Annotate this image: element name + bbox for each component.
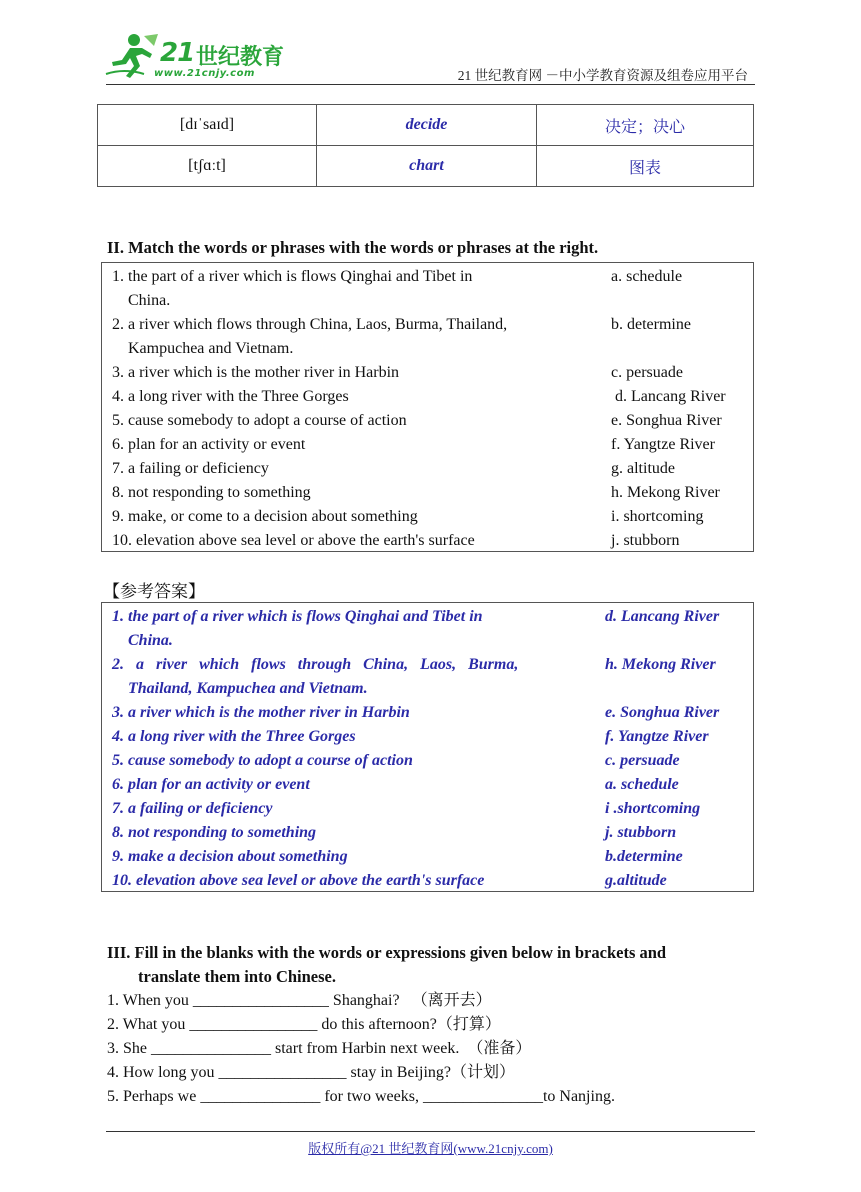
section-3 [107, 941, 757, 989]
item-text: 10. elevation above sea level or above the earth's surface [112, 532, 475, 549]
item-text-cont: Kampuchea and Vietnam. [128, 340, 294, 357]
item-answer: j. stubborn [605, 824, 677, 841]
page-header [0, 0, 861, 90]
meaning-cell: 图表 [537, 146, 754, 187]
list-item [102, 773, 753, 797]
item-text: 9. make a decision about something [112, 848, 348, 865]
item-text: 4. a long river with the Three Gorges [112, 728, 356, 745]
footer-divider [106, 1131, 755, 1132]
item-option: j. stubborn [611, 532, 680, 549]
vocab-table [97, 104, 754, 187]
item-option: d. Lancang River [611, 388, 726, 405]
item-option: e. Songhua River [611, 412, 722, 429]
fill-item: 4. How long you ________________ stay in Beijing?（计划） [107, 1064, 515, 1081]
list-item [102, 433, 753, 457]
item-text: 1. the part of a river which is flows Qinghai and Tibet in [112, 608, 483, 625]
item-text-cont: Thailand, Kampuchea and Vietnam. [128, 680, 368, 697]
footer-copyright-link[interactable]: 版权所有@21 世纪教育网(www.21cnjy.com) [308, 1141, 553, 1156]
item-option: h. Mekong River [611, 484, 720, 501]
answer-box [101, 602, 754, 892]
list-item [102, 265, 753, 313]
logo-url: www.21cnjy.com [154, 68, 255, 79]
item-answer: g.altitude [605, 872, 667, 889]
item-text: 6. plan for an activity or event [112, 436, 306, 453]
fill-item: 2. What you ________________ do this afternoon?（打算） [107, 1016, 501, 1033]
item-text: 6. plan for an activity or event [112, 776, 310, 793]
list-item [102, 797, 753, 821]
header-tagline: 21 世纪教育网 －中小学教育资源及组卷应用平台 [457, 68, 748, 83]
list-item [102, 701, 753, 725]
list-item [102, 505, 753, 529]
list-item [102, 749, 753, 773]
list-item [102, 821, 753, 845]
item-answer: a. schedule [605, 776, 679, 793]
table-row [98, 105, 754, 146]
list-item [102, 725, 753, 749]
item-text: 7. a failing or deficiency [112, 800, 273, 817]
list-item [102, 845, 753, 869]
list-item [102, 409, 753, 433]
table-row [98, 146, 754, 187]
item-text: 2. a river which flows through China, Laos, Burma, Thailand, [112, 316, 508, 333]
item-text: 7. a failing or deficiency [112, 460, 269, 477]
item-option: b. determine [611, 316, 691, 333]
item-text: 8. not responding to something [112, 484, 311, 501]
fill-item: 1. When you _________________ Shanghai? （离开去） [107, 992, 492, 1009]
fill-item: 3. She _______________ start from Harbin next week. （准备） [107, 1040, 532, 1057]
fill-item: 5. Perhaps we _______________ for two weeks, _______________to Nanjing. [107, 1088, 615, 1105]
list-item [102, 869, 753, 893]
site-logo[interactable] [104, 30, 284, 86]
section-3-title-line2: translate them into Chinese. [138, 967, 336, 986]
item-text: 5. cause somebody to adopt a course of action [112, 752, 413, 769]
item-text: 8. not responding to something [112, 824, 317, 841]
item-answer: h. Mekong River [605, 656, 716, 673]
match-box [101, 262, 754, 552]
item-answer: i .shortcoming [605, 800, 701, 817]
item-answer: c. persuade [605, 752, 680, 769]
item-answer: d. Lancang River [605, 608, 720, 625]
item-text: 4. a long river with the Three Gorges [112, 388, 349, 405]
list-item [102, 529, 753, 553]
section-2-title: II. Match the words or phrases with the words or phrases at the right. [107, 238, 599, 257]
item-text: 3. a river which is the mother river in Harbin [112, 704, 410, 721]
item-text-cont: China. [128, 292, 171, 309]
item-option: a. schedule [611, 268, 683, 285]
list-item [102, 605, 753, 653]
phonetic-cell: [dɪˈsaɪd] [98, 105, 317, 146]
answer-key-title: 【参考答案】 [103, 582, 205, 602]
list-item [102, 481, 753, 505]
item-answer: f. Yangtze River [605, 728, 709, 745]
item-text-cont: China. [128, 632, 173, 649]
word-cell: chart [317, 146, 537, 187]
item-text: 3. a river which is the mother river in Harbin [112, 364, 400, 381]
word-cell: decide [317, 105, 537, 146]
item-option: i. shortcoming [611, 508, 704, 525]
item-text: 1. the part of a river which is flows Qinghai and Tibet in [112, 268, 473, 285]
item-answer: e. Songhua River [605, 704, 720, 721]
list-item [102, 653, 753, 701]
item-option: g. altitude [611, 460, 675, 477]
list-item [102, 385, 753, 409]
section-3-title [107, 941, 757, 989]
logo-number: 21 [160, 38, 195, 68]
item-text: 9. make, or come to a decision about something [112, 508, 418, 525]
list-item [102, 361, 753, 385]
phonetic-cell: [tʃɑːt] [98, 146, 317, 187]
item-text: 5. cause somebody to adopt a course of action [112, 412, 407, 429]
item-answer: b.determine [605, 848, 683, 865]
list-item [102, 313, 753, 361]
runner-icon [104, 30, 160, 80]
section-3-title-line1: III. Fill in the blanks with the words or expressions given below in brackets and [107, 943, 667, 962]
item-text: 10. elevation above sea level or above the earth's surface [112, 872, 485, 889]
item-text: 2. a river which flows through China, Laos, Burma, [112, 656, 519, 673]
header-divider [106, 84, 755, 85]
logo-chinese: 世纪教育 [196, 45, 285, 70]
meaning-cell: 决定；决心 [537, 105, 754, 146]
item-option: c. persuade [611, 364, 683, 381]
item-option: f. Yangtze River [611, 436, 715, 453]
list-item [102, 457, 753, 481]
